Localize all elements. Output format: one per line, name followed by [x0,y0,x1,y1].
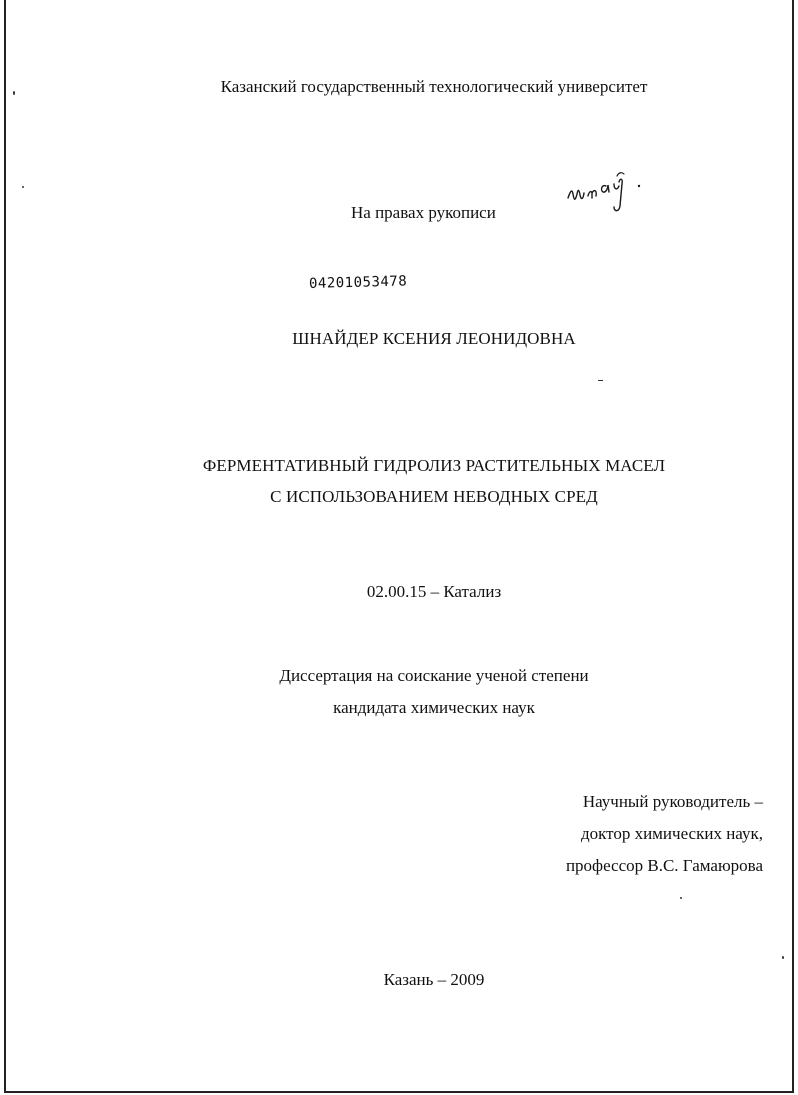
university-name: Казанский государственный технологический университет [220,77,648,96]
supervisor-line-2: доктор химических наук, [580,824,763,843]
specialty-code: 02.00.15 – Катализ [366,582,502,601]
scan-speck [782,956,784,959]
manuscript-rights: На правах рукописи [351,203,496,222]
page-border [4,0,794,1093]
title-line-1: ФЕРМЕНТАТИВНЫЙ ГИДРОЛИЗ РАСТИТЕЛЬНЫХ МАСЕЛ [202,456,666,475]
scan-speck [680,897,682,899]
scan-speck [598,380,603,381]
author-name: ШНАЙДЕР КСЕНИЯ ЛЕОНИДОВНА [292,329,576,348]
registration-number: 04201053478 [308,273,408,292]
place-year: Казань – 2009 [383,970,485,989]
scan-speck [22,186,24,188]
supervisor-line-3: профессор В.С. Гамаюрова [565,856,763,875]
scan-speck [13,91,15,95]
supervisor-line-1: Научный руководитель – [582,792,763,811]
degree-line-2: кандидата химических наук [333,698,535,717]
degree-line-1: Диссертация на соискание ученой степени [279,666,589,685]
handwritten-signature [562,162,652,222]
title-line-2: С ИСПОЛЬЗОВАНИЕМ НЕВОДНЫХ СРЕД [270,487,598,506]
